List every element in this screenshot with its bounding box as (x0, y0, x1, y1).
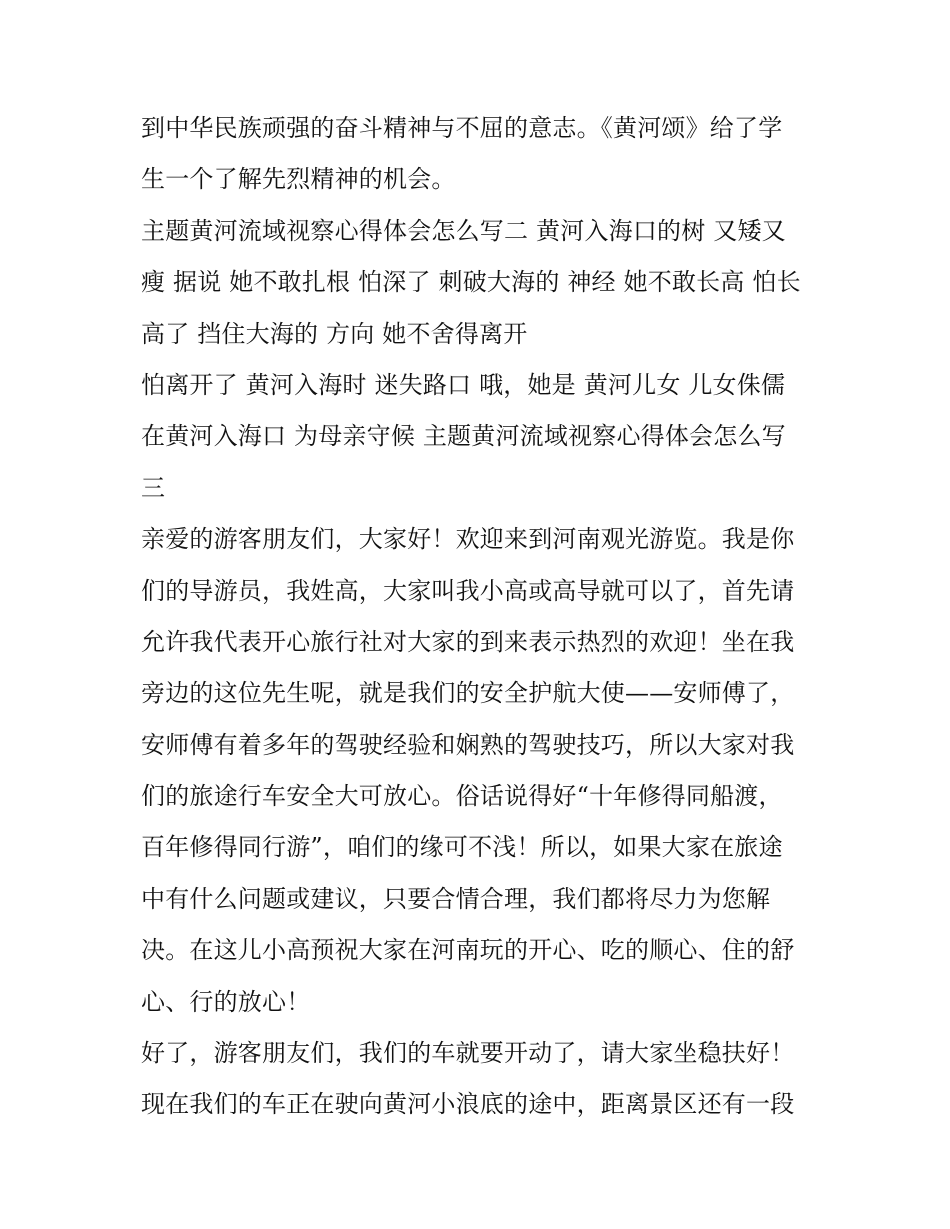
text-line: 瘦 据说 她不敢扎根 怕深了 刺破大海的 神经 她不敢长高 怕长 (141, 268, 801, 297)
text-line: 在黄河入海口 为母亲守候 主题黄河流域视察心得体会怎么写 (141, 422, 786, 451)
text-line: 百年修得同行游”，咱们的缘可不浅！所以，如果大家在旅途 (141, 833, 783, 862)
text-line: 中有什么问题或建议，只要合情合理，我们都将尽力为您解 (141, 884, 771, 913)
text-line: 主题黄河流域视察心得体会怎么写二 黄河入海口的树 又矮又 (141, 216, 786, 245)
text-line: 到中华民族顽强的奋斗精神与不屈的意志。《黄河颂》给了学 (141, 114, 783, 142)
text-line: 现在我们的车正在驶向黄河小浪底的途中，距离景区还有一段 (141, 1090, 795, 1119)
text-line: 亲爱的游客朋友们，大家好！欢迎来到河南观光游览。我是你 (141, 525, 795, 554)
text-line: 允许我代表开心旅行社对大家的到来表示热烈的欢迎！坐在我 (141, 627, 795, 656)
text-line: 心、行的放心！ (141, 987, 311, 1016)
text-line: 决。在这儿小高预祝大家在河南玩的开心、吃的顺心、住的舒 (141, 936, 795, 965)
document-body (141, 103, 821, 1131)
text-line: 三 (141, 473, 166, 502)
text-line: 旁边的这位先生呢，就是我们的安全护航大使——安师傅了， (141, 679, 795, 708)
text-line: 怕离开了 黄河入海时 迷失路口 哦，她是 黄河儿女 儿女侏儒 (141, 370, 786, 399)
text-line: 们的导游员，我姓高，大家叫我小高或高导就可以了，首先请 (141, 576, 795, 605)
text-line: 们的旅途行车安全大可放心。俗话说得好“十年修得同船渡， (141, 782, 783, 811)
text-line: 好了，游客朋友们，我们的车就要开动了，请大家坐稳扶好！ (141, 1039, 795, 1068)
text-line: 安师傅有着多年的驾驶经验和娴熟的驾驶技巧，所以大家对我 (141, 730, 795, 759)
text-line: 生一个了解先烈精神的机会。 (141, 165, 456, 194)
text-line: 高了 挡住大海的 方向 她不舍得离开 (141, 319, 528, 348)
